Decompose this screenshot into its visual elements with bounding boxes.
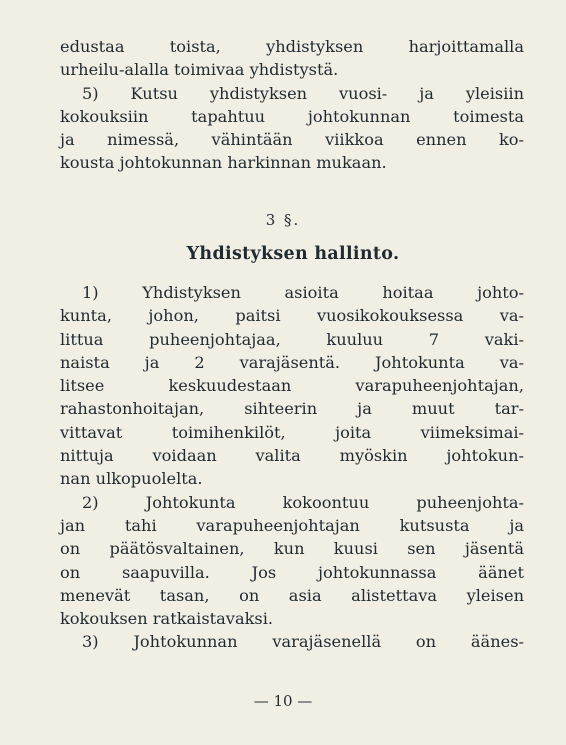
text-line: kunta, johon, paitsi vuosikokouksessa va-: [60, 306, 524, 326]
text-line: naista ja 2 varajäsentä. Johtokunta va-: [60, 352, 524, 372]
text-line: 1) Yhdistyksen asioita hoitaa johto-: [82, 283, 524, 302]
text-line: ja nimessä, vähintään viikkoa ennen ko-: [60, 130, 524, 150]
text-line: urheilu-alalla toimivaa yhdistystä.: [60, 60, 339, 80]
text-line: nan ulkopuolelta.: [60, 469, 203, 489]
text-line: vittavat toimihenkilöt, joita viimeksimai-: [60, 422, 524, 442]
text-line: edustaa toista, yhdistyksen harjoittamalla: [60, 37, 524, 56]
text-block-bottom: [60, 281, 524, 654]
text-line: litsee keskuudestaan varapuheenjohtajan,: [60, 376, 524, 396]
text-line: on päätösvaltainen, kun kuusi sen jäsentä: [60, 539, 524, 559]
text-line: nittuja voidaan valita myöskin johtokun-: [60, 446, 524, 466]
text-line: rahastonhoitajan, sihteerin ja muut tar-: [60, 399, 524, 419]
text-line: on saapuvilla. Jos johtokunnassa äänet: [60, 562, 524, 582]
text-line: 5) Kutsu yhdistyksen vuosi- ja yleisiin: [82, 83, 524, 103]
text-line: kokouksiin tapahtuu johtokunnan toimesta: [60, 106, 524, 126]
text-line: kousta johtokunnan harkinnan mukaan.: [60, 153, 387, 173]
text-block-top: [60, 35, 524, 175]
text-line: kokouksen ratkaistavaksi.: [60, 609, 274, 629]
text-line: 3) Johtokunnan varajäsenellä on äänes-: [82, 632, 524, 652]
text-line: littua puheenjohtajaa, kuuluu 7 vaki-: [60, 329, 524, 349]
text-line: jan tahi varapuheenjohtajan kutsusta ja: [60, 515, 524, 535]
section-number: 3 §.: [265, 211, 301, 229]
section-title: Yhdistyksen hallinto.: [186, 244, 400, 264]
page-number: — 10 —: [253, 692, 313, 710]
text-line: 2) Johtokunta kokoontuu puheenjohta-: [82, 492, 524, 512]
text-line: menevät tasan, on asia alistettava yleisen: [60, 585, 524, 605]
